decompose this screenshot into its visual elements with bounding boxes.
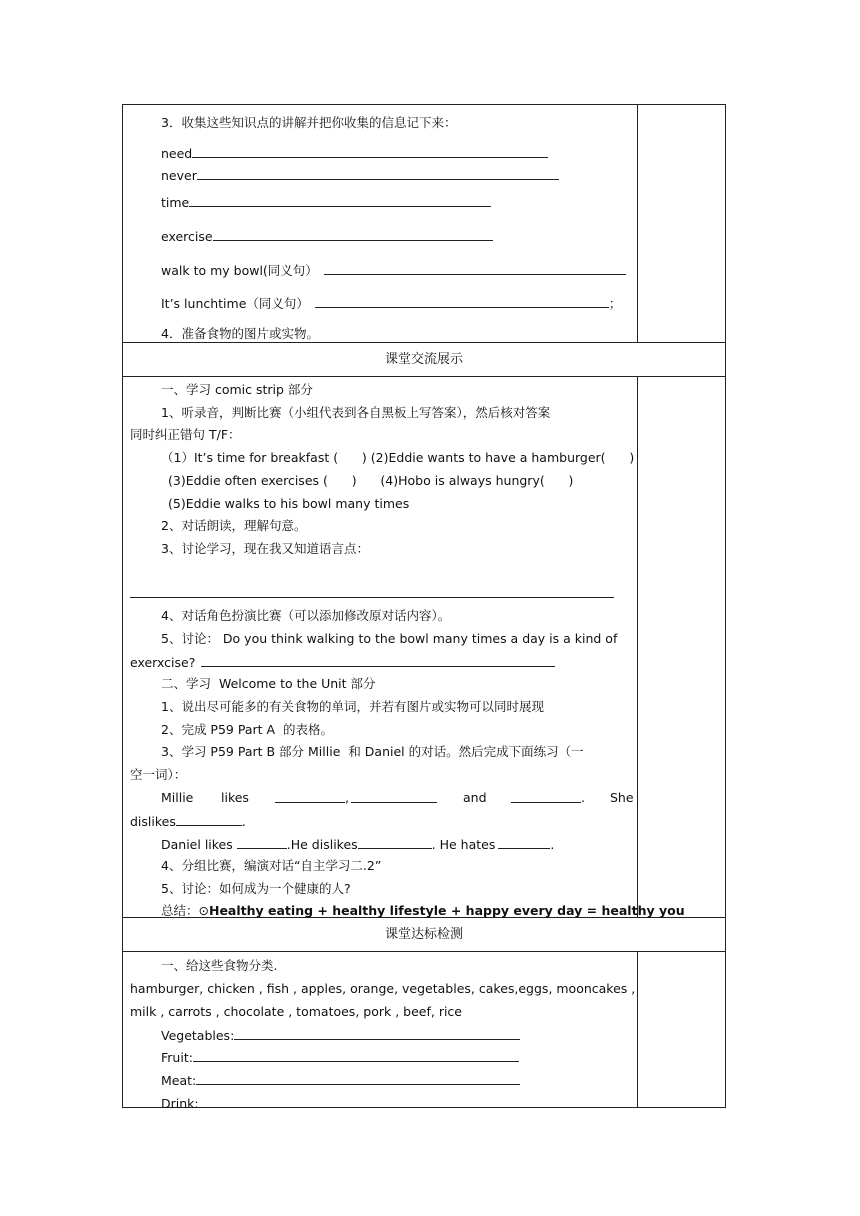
part-2-title: 二、学习 Welcome to the Unit 部分 xyxy=(161,676,376,691)
welcome-item-3-line-1: 3、学习 P59 Part B 部分 Millie 和 Daniel 的对话。然后完成下面练习（一 xyxy=(161,744,584,759)
comic-strip-cell xyxy=(123,377,685,918)
classification-title: 一、给这些食物分类. xyxy=(161,958,278,973)
millie-likes-line: Millie likes , and . She xyxy=(161,790,634,805)
language-points-blank xyxy=(130,585,614,602)
notes-cell xyxy=(638,377,726,918)
preparation-cell xyxy=(123,105,638,343)
section-header-classroom-check: 课堂达标检测 xyxy=(123,918,726,952)
worksheet xyxy=(122,104,724,1111)
question-2: 2、对话朗读，理解句意。 xyxy=(161,518,307,533)
welcome-item-5: 5、讨论：如何成为一个健康的人? xyxy=(161,881,351,896)
true-false-row-1: （1）It’s time for breakfast ( ) (2)Eddie wants to have a hamburger( ) xyxy=(161,450,635,465)
true-false-row-2: (3)Eddie often exercises ( ) (4)Hobo is always hungry( ) xyxy=(168,473,574,488)
drink-line: Drink: xyxy=(161,1095,517,1112)
walk-synonym-line: walk to my bowl(同义句） xyxy=(161,262,626,279)
food-word-list-line-1: hamburger, chicken , fish , apples, orange, vegetables, cakes,eggs, mooncakes , xyxy=(130,981,636,996)
vegetables-line: Vegetables: xyxy=(161,1027,520,1044)
prep-item-4: 4．准备食物的图片或实物。 xyxy=(161,326,319,341)
question-3: 3、讨论学习，现在我又知道语言点： xyxy=(161,541,369,556)
section-header-classroom-display: 课堂交流展示 xyxy=(123,343,726,377)
need-line: need xyxy=(161,145,548,162)
dislikes-line: dislikes . xyxy=(130,814,246,829)
true-false-row-3: (5)Eddie walks to his bowl many times xyxy=(168,496,410,511)
welcome-item-1: 1、说出尽可能多的有关食物的单词，并若有图片或实物可以同时展现 xyxy=(161,699,544,714)
never-line: never xyxy=(161,167,559,184)
food-word-list-line-2: milk , carrots , chocolate , tomatoes, pork , beef, rice xyxy=(130,1004,462,1019)
question-1-line-2: 同时纠正错句 T/F： xyxy=(130,427,241,442)
fruit-line: Fruit: xyxy=(161,1049,519,1066)
lunch-synonym-line: It’s lunchtime（同义句） ； xyxy=(161,296,622,311)
prep-item-3: 3．收集这些知识点的讲解并把你收集的信息记下来： xyxy=(161,115,457,130)
part-1-title: 一、学习 comic strip 部分 xyxy=(161,382,313,397)
time-line: time xyxy=(161,194,491,211)
summary-line: 总结：⊙Healthy eating + healthy lifestyle + happy every day = healthy you xyxy=(161,903,685,918)
food-classification-cell xyxy=(123,952,638,1111)
meat-line: Meat: xyxy=(161,1072,520,1089)
question-1-line-1: 1、听录音，判断比赛（小组代表到各自黑板上写答案），然后核对答案 xyxy=(161,405,551,420)
question-4: 4、对话角色扮演比赛（可以添加修改原对话内容）。 xyxy=(161,608,451,623)
welcome-item-3-line-2: 空一词）： xyxy=(130,767,187,782)
question-5-line-2: exerxcise? xyxy=(130,654,555,671)
worksheet-table xyxy=(122,104,726,1111)
notes-cell xyxy=(638,952,726,1108)
question-5-line-1: 5、讨论： Do you think walking to the bowl many times a day is a kind of xyxy=(161,631,618,646)
welcome-item-2: 2、完成 P59 Part A 的表格。 xyxy=(161,722,333,737)
welcome-item-4: 4、分组比赛，编演对话“自主学习二.2” xyxy=(161,858,382,873)
daniel-line: Daniel likes .He dislikes . He hates . xyxy=(161,837,555,852)
notes-cell xyxy=(638,105,726,343)
exercise-line: exercise xyxy=(161,228,493,245)
